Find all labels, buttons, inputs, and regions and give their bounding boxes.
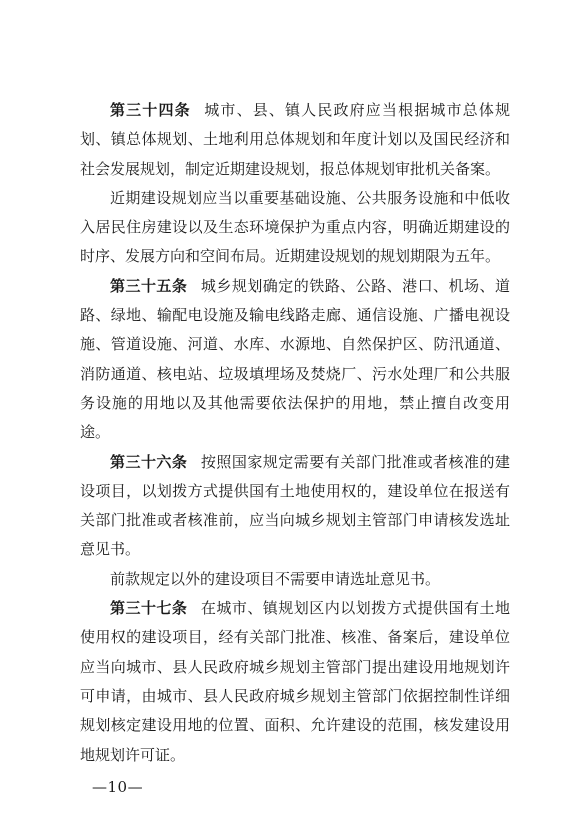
article-number: 第三十四条 bbox=[110, 101, 191, 119]
paragraph-text: 近期建设规划应当以重要基础设施、公共服务设施和中低收入居民住房建设以及生态环境保护为重点内容，明确近期建设的时序、发展方向和空间布局。近期建设规划的规划期限为五年。 bbox=[80, 188, 510, 266]
article-number: 第三十七条 bbox=[110, 599, 188, 618]
paragraph-text: 前款规定以外的建设项目不需要申请选址意见书。 bbox=[110, 569, 441, 588]
paragraph-text: 城市、县、镇人民政府应当根据城市总体规划、镇总体规划、土地利用总体规划和年度计划以及国民经济和社会发展规划，制定近期建设规划，报总体规划审批机关备案。 bbox=[80, 101, 510, 178]
paragraph-text: 在城市、镇规划区内以划拨方式提供国有土地使用权的建设项目，经有关部门批准、核准、备案后，建设单位应当向城市、县人民政府城乡规划主管部门提出建设用地规划许可申请，由城市、县人民政府城乡规划主管部门依据控制性详细规划核定建设用地的位置、面积、允许建设的范围，核发建设用地规划许可证。 bbox=[80, 599, 510, 764]
paragraph-text: 城乡规划确定的铁路、公路、港口、机场、道路、绿地、输配电设施及输电线路走廊、通信设施、广播电视设施、管道设施、河道、水库、水源地、自然保护区、防汛通道、消防通道、核电站、垃圾填埋场及焚烧厂、污水处理厂和公共服务设施的用地以及其他需要依法保护的用地，禁止擅自改变用途。 bbox=[80, 276, 510, 442]
article-number: 第三十五条 bbox=[110, 276, 188, 295]
paragraph-text: 按照国家规定需要有关部门批准或者核准的建设项目，以划拨方式提供国有土地使用权的，建设单位在报送有关部门批准或者核准前，应当向城乡规划主管部门申请核发选址意见书。 bbox=[80, 452, 510, 559]
paragraph-article-34-cont bbox=[80, 184, 510, 272]
paragraph-article-35 bbox=[80, 272, 510, 448]
page-number: —10— bbox=[92, 778, 144, 796]
paragraph-article-36 bbox=[80, 448, 510, 565]
document-body bbox=[80, 96, 510, 770]
paragraph-article-37 bbox=[80, 594, 510, 770]
paragraph-article-34 bbox=[80, 96, 510, 184]
paragraph-article-36-cont bbox=[80, 565, 510, 594]
article-number: 第三十六条 bbox=[110, 452, 188, 471]
